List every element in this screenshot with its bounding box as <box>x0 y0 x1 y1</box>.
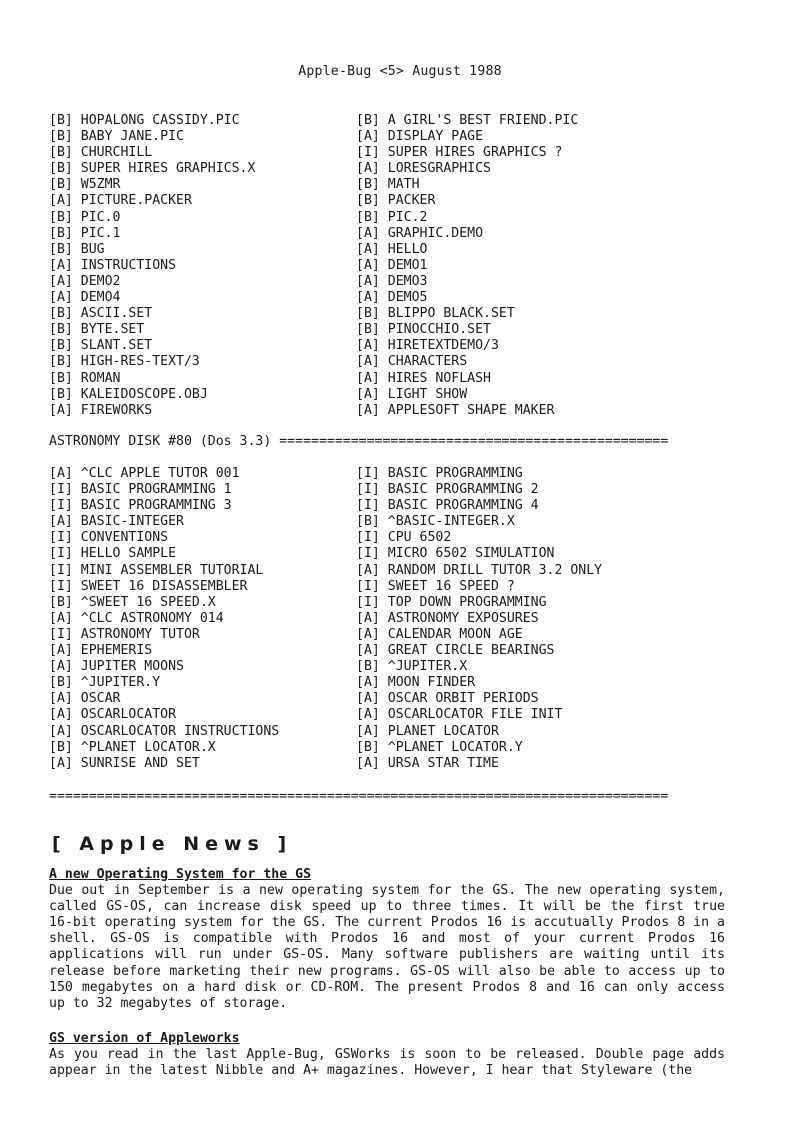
file-entry: [I] BASIC PROGRAMMING 1 <box>49 482 232 498</box>
file-entry: [A] DEMO2 <box>49 273 121 289</box>
file-entry: [A] HELLO <box>356 241 428 257</box>
graphics-list-right <box>356 113 578 419</box>
file-entry: [B] ^PLANET LOCATOR.X <box>49 739 216 755</box>
file-entry: [B] SLANT.SET <box>49 338 153 354</box>
article-gsworks <box>49 1031 725 1079</box>
file-entry: [B] PIC.0 <box>49 209 121 225</box>
file-entry: [I] MICRO 6502 SIMULATION <box>356 546 555 562</box>
file-entry: [B] ^JUPITER.X <box>356 659 468 675</box>
astronomy-list-left <box>49 466 279 772</box>
file-entry: [B] PINOCCHIO.SET <box>356 322 491 338</box>
file-entry: [I] BASIC PROGRAMMING 4 <box>356 498 539 514</box>
file-entry: [A] ASTRONOMY EXPOSURES <box>356 610 539 626</box>
file-entry: [A] PLANET LOCATOR <box>356 723 499 739</box>
file-entry: [A] JUPITER MOONS <box>49 659 184 675</box>
file-entry: [B] BYTE.SET <box>49 322 145 338</box>
file-entry: [A] MOON FINDER <box>356 675 476 691</box>
file-entry: [B] HOPALONG CASSIDY.PIC <box>49 113 240 128</box>
file-entry: [B] KALEIDOSCOPE.OBJ <box>49 386 208 402</box>
file-entry: [A] HIRETEXTDEMO/3 <box>356 338 499 354</box>
astronomy-list-right <box>356 466 602 772</box>
file-entry: [A] CALENDAR MOON AGE <box>356 626 523 642</box>
file-entry: [I] BASIC PROGRAMMING 3 <box>49 498 232 514</box>
file-entry: [A] DISPLAY PAGE <box>356 129 484 145</box>
article-gs-os <box>49 867 725 1012</box>
file-entry: [B] PIC.2 <box>356 209 428 225</box>
file-entry: [I] SWEET 16 SPEED ? <box>356 578 515 594</box>
file-entry: [A] LIGHT SHOW <box>356 386 468 402</box>
file-entry: [A] ^CLC APPLE TUTOR 001 <box>49 466 240 481</box>
article-title: GS version of Appleworks <box>49 1031 240 1046</box>
file-entry: [A] INSTRUCTIONS <box>49 257 177 273</box>
apple-news-title: [ Apple News ] <box>52 833 293 855</box>
file-entry: [I] CONVENTIONS <box>49 530 169 546</box>
file-entry: [A] OSCAR <box>49 691 121 707</box>
file-entry: [B] ^BASIC-INTEGER.X <box>356 514 515 530</box>
file-entry: [A] CHARACTERS <box>356 354 468 370</box>
file-entry: [B] ASCII.SET <box>49 306 153 322</box>
file-entry: [A] OSCARLOCATOR INSTRUCTIONS <box>49 723 280 739</box>
file-entry: [A] FIREWORKS <box>49 402 153 418</box>
astronomy-disk-heading: ASTRONOMY DISK #80 (Dos 3.3) ================================================= <box>49 434 669 449</box>
file-entry: [B] BABY JANE.PIC <box>49 129 184 145</box>
file-entry: [A] LORESGRAPHICS <box>356 161 491 177</box>
file-entry: [I] TOP DOWN PROGRAMMING <box>356 594 547 610</box>
file-entry: [B] HIGH-RES-TEXT/3 <box>49 354 200 370</box>
file-entry: [B] BUG <box>49 241 105 257</box>
file-entry: [A] RANDOM DRILL TUTOR 3.2 ONLY <box>356 562 603 578</box>
file-entry: [A] DEMO5 <box>356 290 428 306</box>
file-entry: [B] PIC.1 <box>49 225 121 241</box>
file-entry: [B] ^SWEET 16 SPEED.X <box>49 594 216 610</box>
file-entry: [I] BASIC PROGRAMMING 2 <box>356 482 539 498</box>
file-entry: [A] APPLESOFT SHAPE MAKER <box>356 402 555 418</box>
file-entry: [I] HELLO SAMPLE <box>49 546 177 562</box>
file-entry: [B] ^PLANET LOCATOR.Y <box>356 739 523 755</box>
article-body: As you read in the last Apple-Bug, GSWorks is soon to be released. Double page adds appear in the latest Nibble and A+ magazines. However, I hear that Styleware (the <box>49 1047 725 1079</box>
file-entry: [I] BASIC PROGRAMMING <box>356 466 523 481</box>
file-entry: [B] ROMAN <box>49 370 121 386</box>
file-entry: [A] DEMO3 <box>356 273 428 289</box>
file-entry: [B] ^JUPITER.Y <box>49 675 161 691</box>
section-divider: ============================================================================== <box>49 789 669 804</box>
article-title: A new Operating System for the GS <box>49 867 312 882</box>
file-entry: [A] GREAT CIRCLE BEARINGS <box>356 643 555 659</box>
file-entry: [A] HIRES NOFLASH <box>356 370 491 386</box>
file-entry: [B] SUPER HIRES GRAPHICS.X <box>49 161 256 177</box>
file-entry: [A] SUNRISE AND SET <box>49 755 200 771</box>
file-entry: [I] ASTRONOMY TUTOR <box>49 626 200 642</box>
file-entry: [A] URSA STAR TIME <box>356 755 499 771</box>
file-entry: [I] CPU 6502 <box>356 530 452 546</box>
file-entry: [A] DEMO1 <box>356 257 428 273</box>
file-entry: [I] SUPER HIRES GRAPHICS ? <box>356 145 563 161</box>
file-entry: [A] GRAPHIC.DEMO <box>356 225 484 241</box>
file-entry: [B] PACKER <box>356 193 436 209</box>
file-entry: [B] W5ZMR <box>49 177 121 193</box>
file-entry: [A] OSCAR ORBIT PERIODS <box>356 691 539 707</box>
file-entry: [A] OSCARLOCATOR <box>49 707 177 723</box>
file-entry: [A] EPHEMERIS <box>49 643 153 659</box>
file-entry: [B] A GIRL'S BEST FRIEND.PIC <box>356 113 579 128</box>
article-body: Due out in September is a new operating system for the GS. The new operating system, called GS-OS, can increase disk speed up to three times. It will be the first true 16-bit operating system for the GS. The current Prodos 16 is accutually Prodos 8 in a shell. GS-OS is compatible with Prodos 16 and most of your current Prodos 16 applications will run under GS-OS. Many software publishers are waiting until its release before marketing their new programs. GS-OS will also be able to access up to 150 megabytes on a hard disk or CD-ROM. The present Prodos 8 and 16 can only access up to 32 megabytes of storage. <box>49 883 725 1011</box>
file-entry: [A] OSCARLOCATOR FILE INIT <box>356 707 563 723</box>
file-entry: [B] MATH <box>356 177 420 193</box>
file-entry: [I] SWEET 16 DISASSEMBLER <box>49 578 248 594</box>
graphics-list-left <box>49 113 255 419</box>
file-entry: [A] PICTURE.PACKER <box>49 193 192 209</box>
file-entry: [A] ^CLC ASTRONOMY 014 <box>49 610 224 626</box>
file-entry: [B] CHURCHILL <box>49 145 153 161</box>
file-entry: [A] DEMO4 <box>49 290 121 306</box>
file-entry: [I] MINI ASSEMBLER TUTORIAL <box>49 562 264 578</box>
file-entry: [A] BASIC-INTEGER <box>49 514 184 530</box>
file-entry: [B] BLIPPO BLACK.SET <box>356 306 515 322</box>
page-header: Apple-Bug <5> August 1988 <box>298 64 502 79</box>
